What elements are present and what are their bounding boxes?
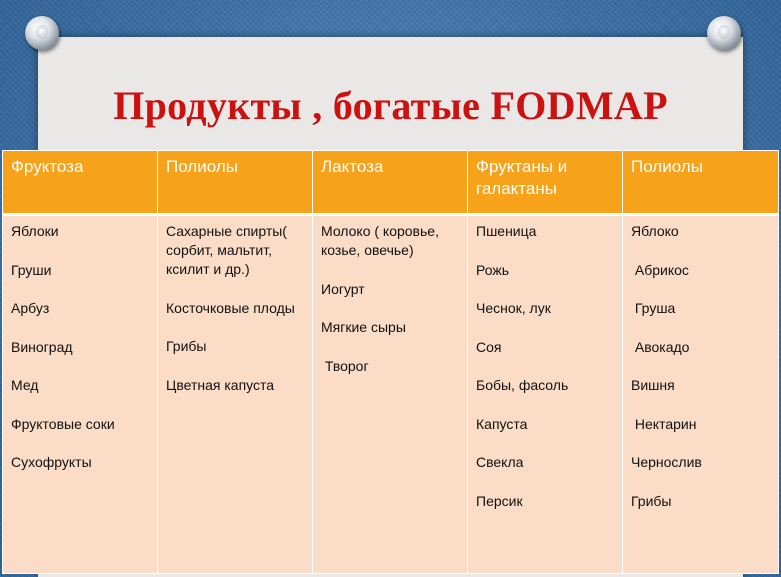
- list-item: Арбуз: [11, 300, 50, 316]
- list-item: Груши: [11, 261, 52, 278]
- list-item: Соя: [476, 338, 502, 355]
- list-item: Авокадо: [631, 338, 690, 355]
- list-item: Цветная капуста: [166, 376, 275, 393]
- list-item: Капуста: [476, 415, 528, 432]
- list-item: Мягкие сыры: [321, 319, 406, 335]
- list-item: Персик: [476, 492, 523, 509]
- header-polyols: Полиолы: [158, 151, 313, 215]
- pushpin-icon: [25, 16, 59, 50]
- header-lactose: Лактоза: [313, 151, 468, 215]
- list-item: Нектарин: [631, 415, 697, 432]
- column-polyols: [158, 215, 313, 574]
- list-item: Чеснок, лук: [476, 300, 551, 316]
- list-item: Иогурт: [321, 280, 365, 297]
- list-item: Вишня: [631, 377, 675, 393]
- column-lactose: [313, 215, 468, 574]
- list-item: Яблоко: [631, 223, 679, 239]
- list-item: Свекла: [476, 454, 524, 470]
- list-item: Абрикос: [631, 261, 689, 278]
- list-item: Грибы: [166, 338, 207, 354]
- list-item: Косточковые плоды: [166, 299, 295, 316]
- list-item: Сахарные спирты( сорбит, мальтит, ксилит и др.): [166, 223, 291, 277]
- list-item: Бобы, фасоль: [476, 377, 569, 393]
- pushpin-icon: [707, 16, 741, 50]
- table-header-row: [3, 151, 779, 215]
- column-fructans-galactans: [468, 215, 623, 574]
- list-item: Пшеница: [476, 223, 537, 239]
- list-item: Яблоки: [11, 223, 59, 239]
- list-item: Чернослив: [631, 454, 702, 470]
- header-fructose: Фруктоза: [3, 151, 158, 215]
- list-item: Грибы: [631, 492, 672, 509]
- list-item: Молоко ( коровье, козье, овечье): [321, 223, 443, 258]
- list-item: Виноград: [11, 338, 73, 355]
- table-row: [3, 215, 779, 574]
- fodmap-table: [2, 150, 779, 574]
- header-polyols-2: Полиолы: [623, 151, 779, 215]
- column-fructose: [3, 215, 158, 574]
- list-item: Рожь: [476, 261, 510, 278]
- list-item: Фруктовые соки: [11, 415, 115, 432]
- list-item: Мед: [11, 377, 39, 393]
- slide-title: Продукты , богатые FODMAP: [113, 83, 668, 128]
- column-polyols-2: [623, 215, 779, 574]
- list-item: Творог: [321, 357, 369, 374]
- list-item: Груша: [631, 300, 676, 316]
- header-fructans-galactans: Фруктаны и галактаны: [468, 151, 623, 215]
- list-item: Сухофрукты: [11, 454, 92, 470]
